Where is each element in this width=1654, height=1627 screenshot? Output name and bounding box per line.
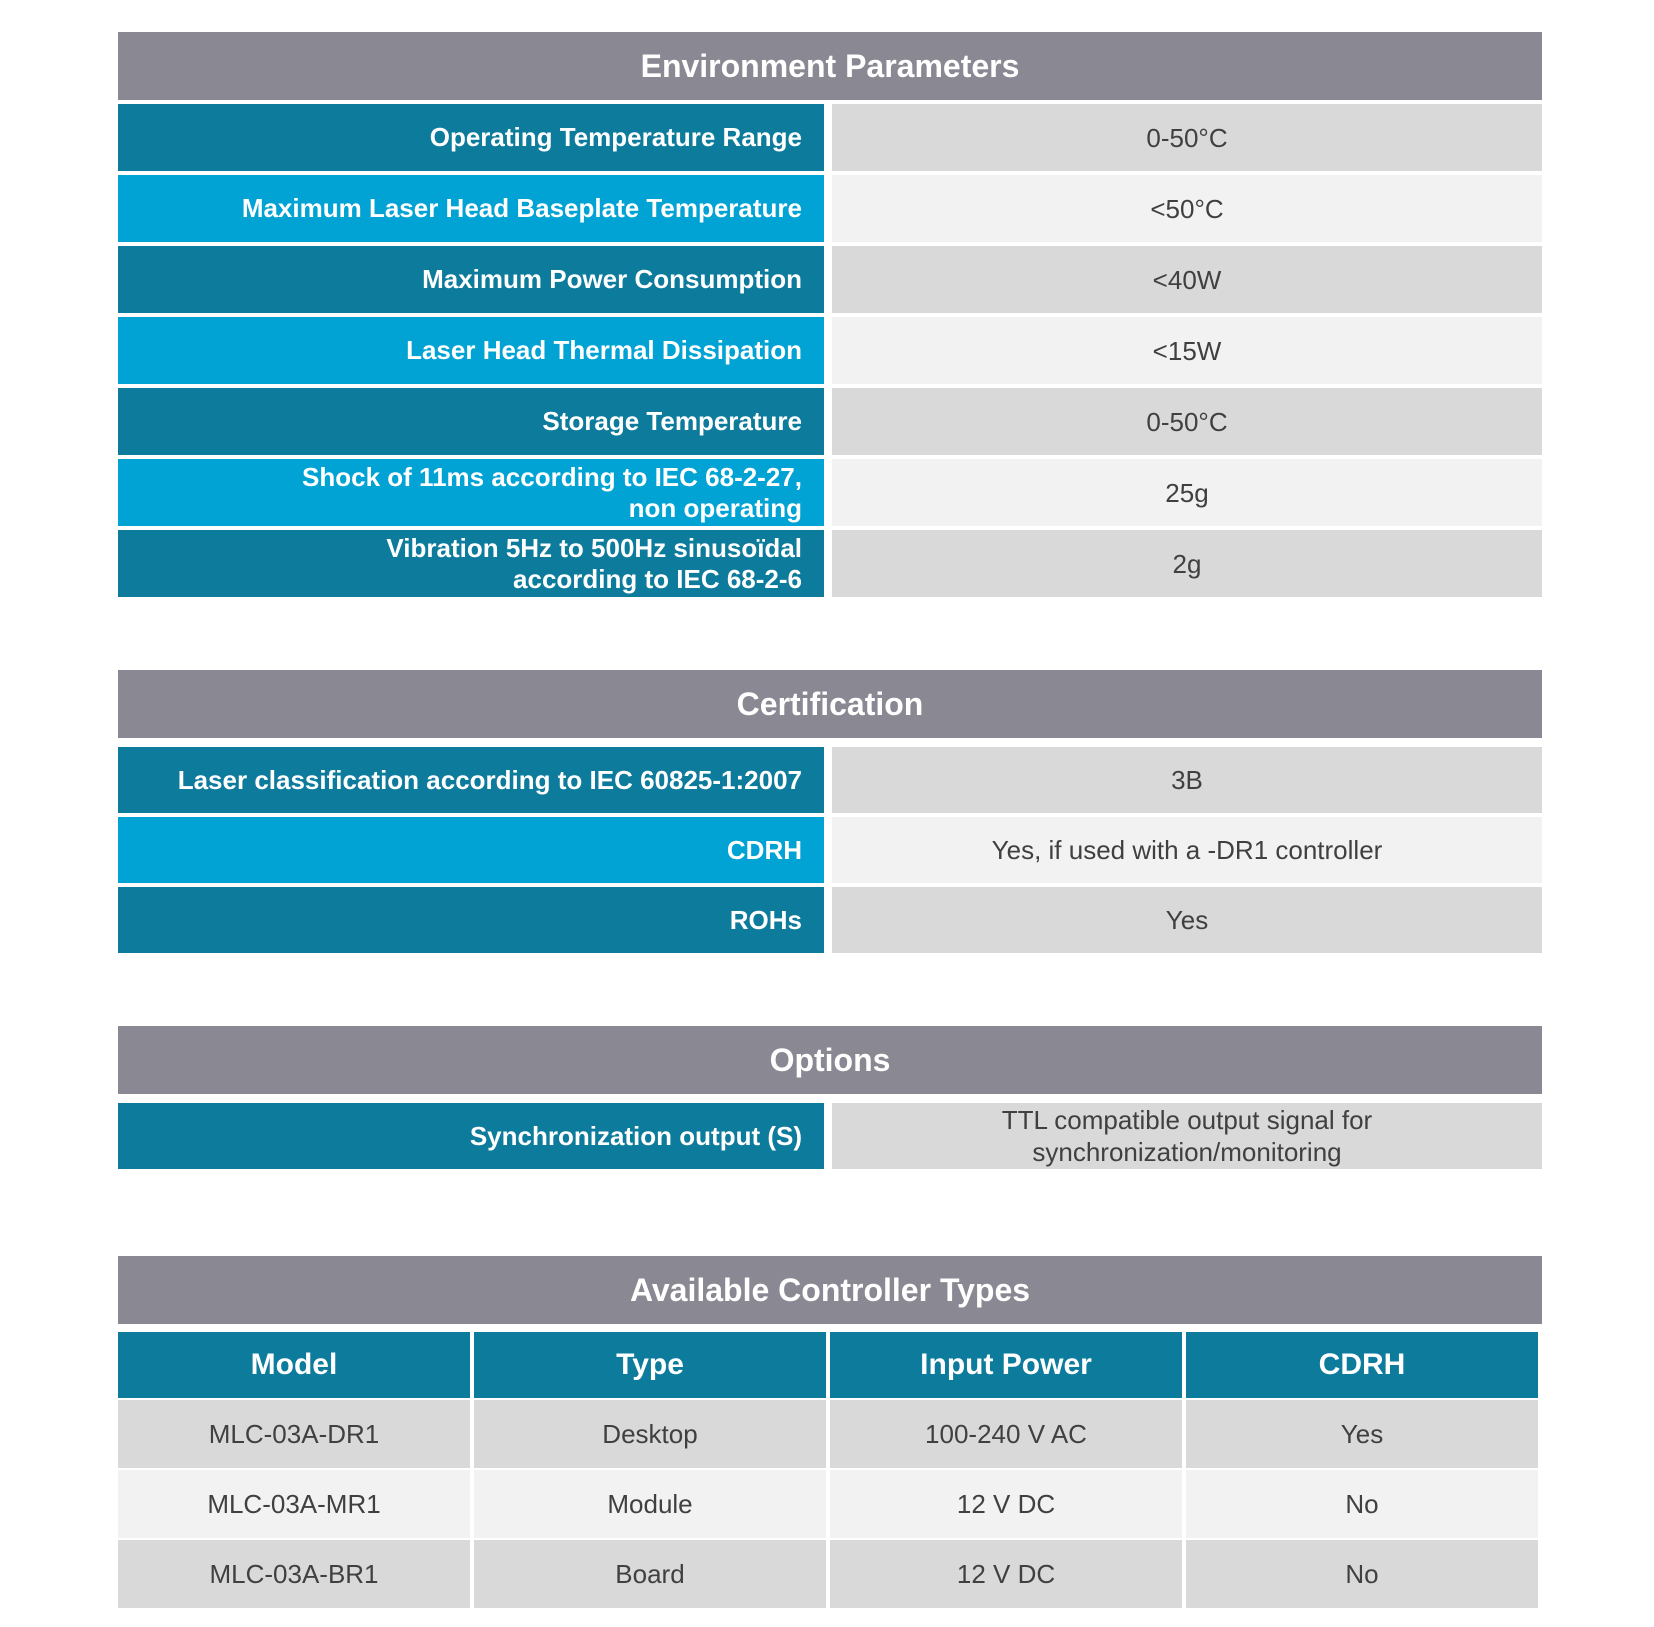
- row-label: Vibration 5Hz to 500Hz sinusoïdal according to IEC 68-2-6: [118, 530, 824, 597]
- certification-table: [118, 670, 1542, 953]
- table-row: [118, 887, 1542, 953]
- table-row: [118, 817, 1542, 883]
- row-value: Yes: [832, 887, 1542, 953]
- row-label: Laser Head Thermal Dissipation: [118, 317, 824, 384]
- table-cell: 12 V DC: [830, 1540, 1182, 1608]
- row-label: Laser classification according to IEC 60825-1:2007: [118, 747, 824, 813]
- table-cell: Module: [474, 1470, 826, 1538]
- table-header-row: [118, 1332, 1542, 1398]
- table-row: [118, 246, 1542, 313]
- table-cell: MLC-03A-BR1: [118, 1540, 470, 1608]
- row-value: 3B: [832, 747, 1542, 813]
- table-row: [118, 1400, 1542, 1468]
- table-row: [118, 1470, 1542, 1538]
- row-value: <40W: [832, 246, 1542, 313]
- environment-parameters-table: [118, 32, 1542, 597]
- row-label: Maximum Laser Head Baseplate Temperature: [118, 175, 824, 242]
- row-value: 0-50°C: [832, 104, 1542, 171]
- row-value: 0-50°C: [832, 388, 1542, 455]
- table-row: [118, 1103, 1542, 1169]
- row-value: 25g: [832, 459, 1542, 526]
- options-title: Options: [118, 1026, 1542, 1094]
- table-cell: 100-240 V AC: [830, 1400, 1182, 1468]
- controllers-title: Available Controller Types: [118, 1256, 1542, 1324]
- column-header: Model: [118, 1332, 470, 1398]
- row-label: Operating Temperature Range: [118, 104, 824, 171]
- table-row: [118, 530, 1542, 597]
- table-row: [118, 104, 1542, 171]
- column-header: Type: [474, 1332, 826, 1398]
- row-label: Synchronization output (S): [118, 1103, 824, 1169]
- row-label: Storage Temperature: [118, 388, 824, 455]
- column-header: CDRH: [1186, 1332, 1538, 1398]
- row-label: Shock of 11ms according to IEC 68-2-27, non operating: [118, 459, 824, 526]
- table-cell: No: [1186, 1540, 1538, 1608]
- table-cell: No: [1186, 1470, 1538, 1538]
- options-table: [118, 1026, 1542, 1169]
- table-cell: MLC-03A-DR1: [118, 1400, 470, 1468]
- table-row: [118, 317, 1542, 384]
- table-row: [118, 747, 1542, 813]
- column-header: Input Power: [830, 1332, 1182, 1398]
- table-cell: Board: [474, 1540, 826, 1608]
- certification-title: Certification: [118, 670, 1542, 738]
- row-value: Yes, if used with a -DR1 controller: [832, 817, 1542, 883]
- table-row: [118, 175, 1542, 242]
- row-value: <50°C: [832, 175, 1542, 242]
- row-value: 2g: [832, 530, 1542, 597]
- table-row: [118, 388, 1542, 455]
- table-cell: MLC-03A-MR1: [118, 1470, 470, 1538]
- environment-title: Environment Parameters: [118, 32, 1542, 100]
- row-value: <15W: [832, 317, 1542, 384]
- row-label: ROHs: [118, 887, 824, 953]
- row-label: CDRH: [118, 817, 824, 883]
- row-label: Maximum Power Consumption: [118, 246, 824, 313]
- table-cell: 12 V DC: [830, 1470, 1182, 1538]
- row-value: TTL compatible output signal for synchronization/monitoring: [832, 1103, 1542, 1169]
- table-cell: Desktop: [474, 1400, 826, 1468]
- table-row: [118, 459, 1542, 526]
- table-cell: Yes: [1186, 1400, 1538, 1468]
- table-row: [118, 1540, 1542, 1608]
- controller-types-table: [118, 1256, 1542, 1608]
